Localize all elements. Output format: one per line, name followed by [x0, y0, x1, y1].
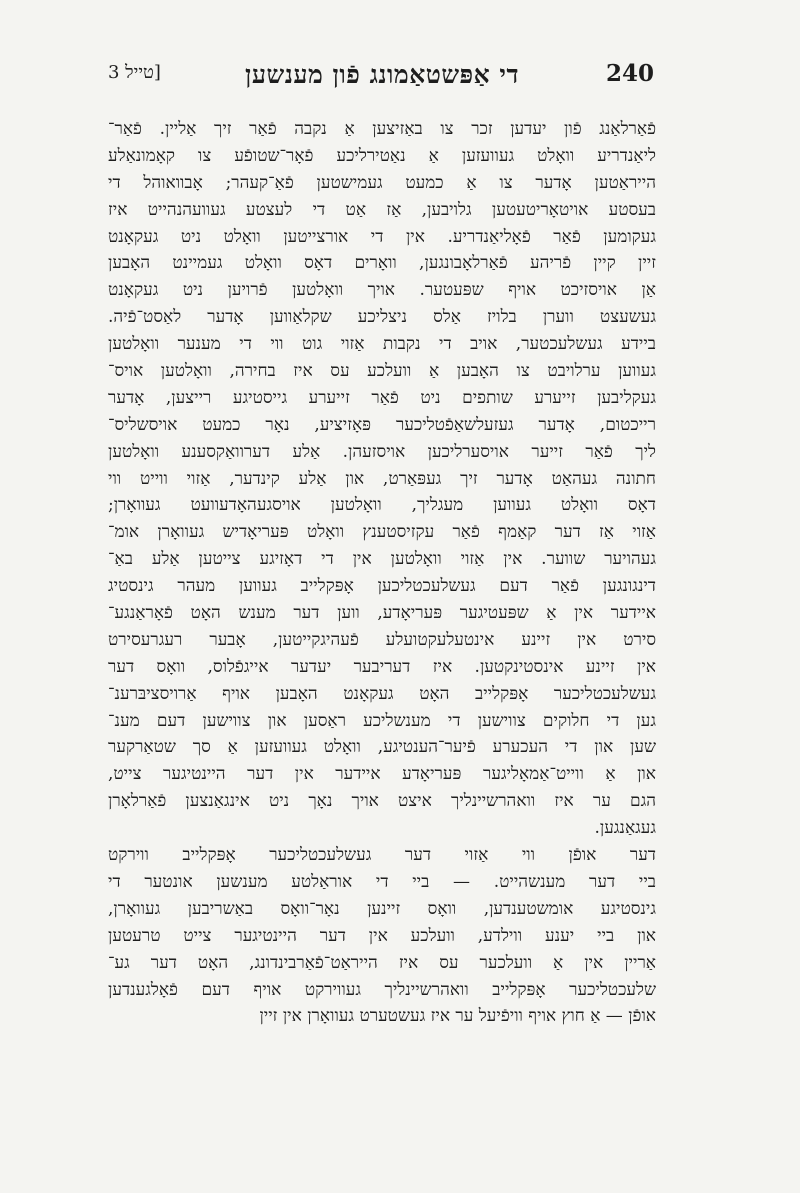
text-line: ליך פֿאַר זייער אויסערליכען אויסזעהן. אַלע דערוואַקסענע וואָלטען: [108, 441, 656, 462]
text-line: דינגונגען פֿאַר דעם געשלעכטליכען אָפּקלייב געווען מעהר גינסטיג: [108, 576, 656, 597]
text-line: ביי דער מענשהייט. — ביי די אוראַלטע מענשען אונטער די: [108, 871, 656, 892]
text-line: שען און די העכערע פֿיער־הענטיגע, וואָלט געוועזען אַ סך שטאַרקער: [108, 737, 656, 758]
text-line: געקומען פֿאַר פֿאָליאַנדריע. אין די אורצייטען וואָלט ניט געקאָנט: [108, 226, 656, 247]
text-line: זיין קיין פֿריהע פֿאַרלאָבונגען, וואָרים דאָס וואָלט געמיינט האָבען: [108, 253, 656, 274]
text-line: גינסטיגע אומשטענדען, וואָס זיינען נאָר־וואָס באַשריבען געוואָרן,: [108, 898, 656, 919]
text-line: געהויער שווער. אין אַזוי וואָלטען אין די דאָזיגע צייטען אַלע באַ־: [108, 549, 656, 570]
text-line: און אַ ווייט־אַמאָליגער פּעריאָדע איידער אין דער היינטיגער צייט,: [108, 764, 656, 785]
text-line: בעסטע אויטאָריטעטען גלויבען, אַז אַט די לעצטע געוועהנהייט איז: [108, 199, 656, 220]
text-line: סירט אין זיינע אינטעלעקטועלע פֿעהיגקייטען, אָבער רעגרעסירט: [108, 629, 656, 650]
text-line: דער אופֿן ווי אַזוי דער געשלעכטליכער אָפּקלייב ווירקט: [108, 845, 656, 866]
text-line: פֿאַרלאַנג פֿון יעדען זכר צו באַזיצען אַ נקבה פֿאַר זיך אַליין. פֿאַר־: [108, 119, 656, 139]
page-number: 240: [605, 60, 654, 87]
text-line: אופֿן — אַ חוץ אויף וויפֿיעל ער איז געשטערט געוואָרן אין זיין: [259, 1006, 656, 1027]
text-body: [108, 116, 656, 1030]
text-line: גען די חלוקים צווישען די מענשליכע ראַסען און צווישען דעם מענ־: [108, 710, 656, 731]
text-line: ליאַנדריע וואָלט געוועזען אַ נאַטירליכע פֿאָר־שטופֿע צו קאָמונאַלע: [108, 145, 656, 166]
text-line: שלעכטליכער אָפּקלייב וואהרשיינליך געווירקט אויף דעם פֿאָלגענדען: [108, 979, 656, 1000]
text-line: אַן אויסזיכט אויף שפּעטער. אויך וואָלטען פֿרויען ניט געקאָנט: [108, 280, 656, 301]
text-line: דאָס וואָלט געווען מעגליך, וואָלטען אויסגעהאָדעוועט געוואָרן;: [108, 495, 656, 516]
text-line: געקליבען זייערע שותפים ניט פֿאַר זייערע גייסטיגע רייצען, אָדער: [108, 387, 656, 408]
text-line: רייכטום, אָדער געזעלשאַפֿטליכער פּאָזיציע, נאָר כמעט אויסשליס־: [108, 414, 656, 435]
section-marker: [טייל 3: [108, 62, 161, 83]
paragraph-1: [108, 116, 656, 842]
text-line: איידער אין אַ שפּעטיגער פּעריאָדע, ווען דער מענש האָט פֿאָראַנגע־: [108, 603, 656, 624]
paragraph-2: [108, 842, 656, 1030]
text-line: אַריין אין אַ וועלכער עס איז הייראַט־פֿאַרבינדונג, האָט דער גע־: [108, 952, 656, 973]
text-line: הייראַטען אָדער צו אַ כמעט געמישטען פֿאַ־קעהר; אָבוואוהל די: [108, 172, 656, 193]
text-line: ביידע געשלעכטער, אויב די נקבות אַזוי גוט ווי די מענער וואָלטען: [108, 334, 656, 355]
text-line: אין זיינע אינסטינקטען. איז דעריבער יעדער אייגפֿלוס, וואָס דער: [108, 656, 656, 677]
text-line: געווען ערלויבט צו האָבען אַ וועלכע עס איז בחירה, וואָלטען אויס־: [108, 361, 656, 382]
text-line: הגם ער איז וואהרשיינליך איצט אויך נאָך ניט אינגאַנצען פֿאַרלאָרן: [108, 791, 656, 812]
text-line: געשלעכטליכער אָפּקלייב האָט געקאָנט האָבען אויף אַרויסציבּרענ־: [108, 683, 656, 704]
text-line: אַזוי אַז דער קאַמף פֿאַר עקזיסטענץ וואָלט פּעריאָדיש געוואָרן אומ־: [108, 522, 656, 543]
page-header: [108, 60, 656, 94]
text-line: און ביי יענע ווילדע, וועלכע אין דער היינטיגער צייט טרעטען: [108, 925, 656, 946]
text-line: געגאַנגען.: [594, 818, 656, 839]
text-line: חתונה געהאַט אָדער זיך געפּאַרט, און אַלע קינדער, אַזוי ווייט ווי: [108, 468, 656, 489]
running-title: די אַפּשטאַמונג פֿון מענשען: [245, 60, 519, 89]
text-line: געשעצט ווערן בלויז אַלס ניצליכע שקלאַווען אָדער לאַסט־פֿיה.: [108, 307, 656, 328]
